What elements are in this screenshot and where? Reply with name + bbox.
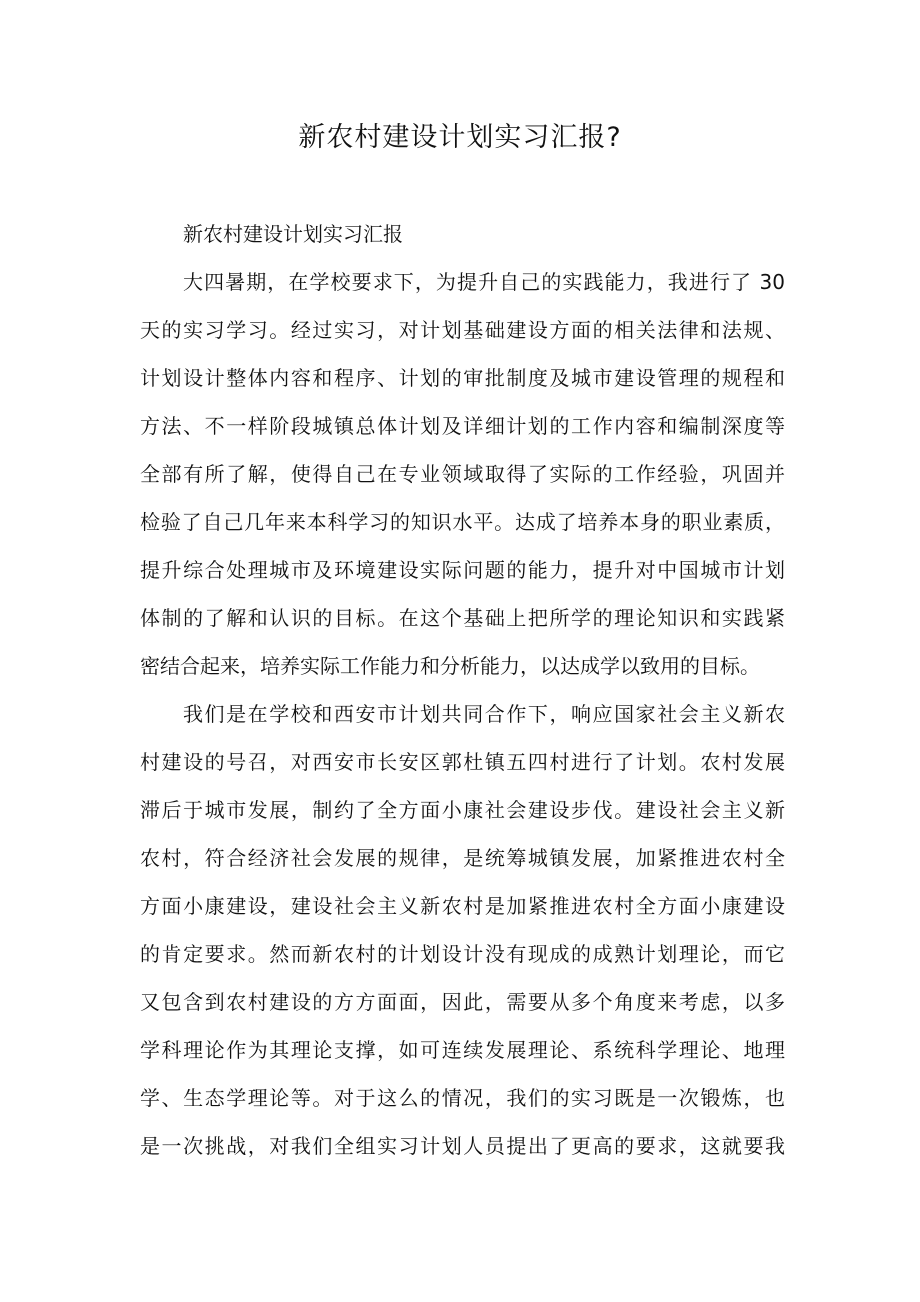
paragraph-line: 提升综合处理城市及环境建设实际问题的能力，提升对中国城市计划	[140, 558, 785, 582]
paragraph-line: 农村，符合经济社会发展的规律，是统筹城镇发展，加紧推进农村全	[140, 846, 785, 870]
paragraph-line: 天的实习学习。经过实习，对计划基础建设方面的相关法律和法规、	[140, 318, 785, 342]
paragraph-line: 学、生态学理论等。对于这么的情况，我们的实习既是一次锻炼，也	[140, 1086, 785, 1110]
paragraph-line: 学科理论作为其理论支撑，如可连续发展理论、系统科学理论、地理	[140, 1038, 785, 1062]
paragraph-line: 体制的了解和认识的目标。在这个基础上把所学的理论知识和实践紧	[140, 606, 785, 630]
paragraph-line: 全部有所了解，使得自己在专业领域取得了实际的工作经验，巩固并	[140, 462, 785, 486]
paragraph-line: 村建设的号召，对西安市长安区郭杜镇五四村进行了计划。农村发展	[140, 750, 785, 774]
paragraph-line: 大四暑期，在学校要求下，为提升自己的实践能力，我进行了 30	[183, 270, 785, 294]
document-title: 新农村建设计划实习汇报?	[298, 122, 622, 153]
paragraph-line: 密结合起来，培养实际工作能力和分析能力，以达成学以致用的目标。	[140, 654, 760, 678]
document-body	[140, 258, 785, 1170]
paragraph-line: 计划设计整体内容和程序、计划的审批制度及城市建设管理的规程和	[140, 366, 785, 390]
paragraph-line: 方面小康建设，建设社会主义新农村是加紧推进农村全方面小康建设	[140, 894, 785, 918]
paragraph-line: 是一次挑战，对我们全组实习计划人员提出了更高的要求，这就要我	[140, 1134, 785, 1158]
paragraph-line: 的肯定要求。然而新农村的计划设计没有现成的成熟计划理论，而它	[140, 942, 785, 966]
paragraph-line: 又包含到农村建设的方方面面，因此，需要从多个角度来考虑，以多	[140, 990, 785, 1014]
paragraph-line: 滞后于城市发展，制约了全方面小康社会建设步伐。建设社会主义新	[140, 798, 785, 822]
paragraph-line: 我们是在学校和西安市计划共同合作下，响应国家社会主义新农	[183, 702, 785, 726]
paragraph-line: 检验了自己几年来本科学习的知识水平。达成了培养本身的职业素质，	[140, 510, 785, 534]
document-subtitle: 新农村建设计划实习汇报	[183, 222, 403, 246]
paragraph-internship-overview	[140, 258, 785, 690]
paragraph-village-planning	[140, 690, 785, 1170]
paragraph-line: 方法、不一样阶段城镇总体计划及详细计划的工作内容和编制深度等	[140, 414, 785, 438]
